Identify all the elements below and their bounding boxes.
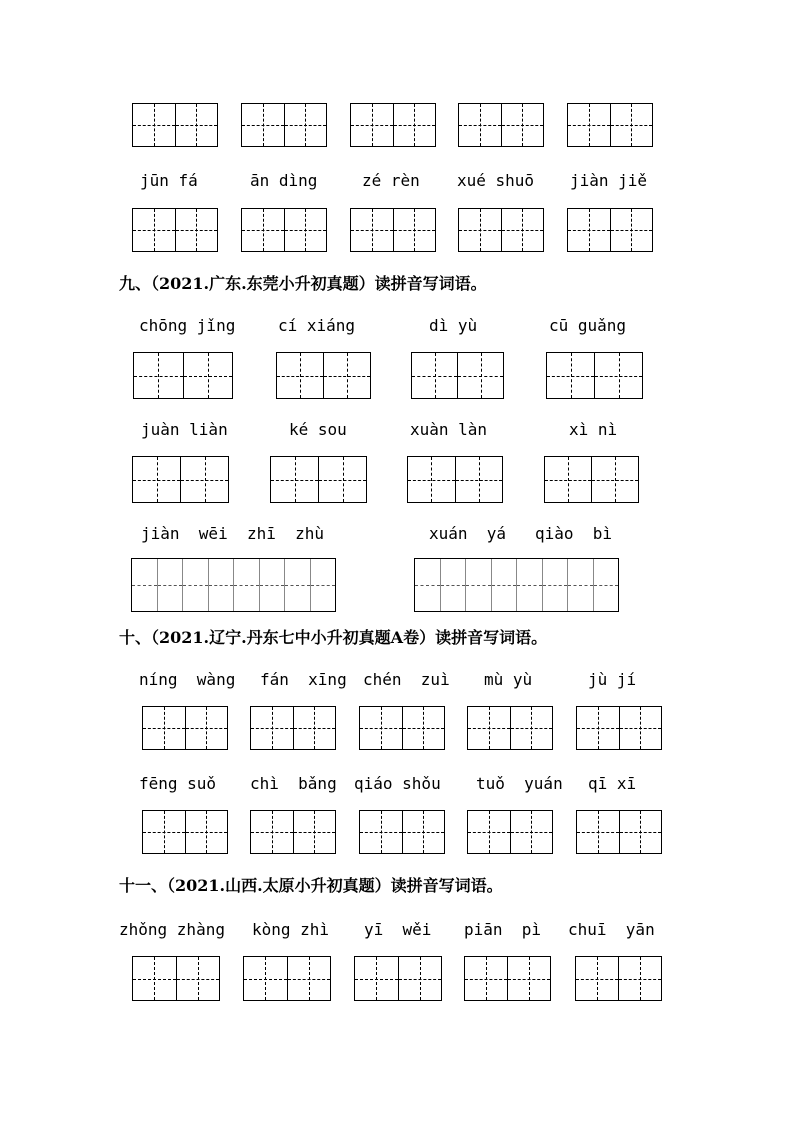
- writing-grid[interactable]: [359, 810, 445, 854]
- writing-grid[interactable]: [243, 956, 331, 1001]
- writing-grid[interactable]: [411, 352, 504, 399]
- writing-grid[interactable]: [350, 103, 436, 147]
- pinyin-label: jūn fá: [140, 171, 198, 190]
- pinyin-label: chén zuì: [363, 670, 450, 689]
- writing-grid[interactable]: [407, 456, 503, 503]
- writing-grid[interactable]: [142, 706, 228, 750]
- writing-grid-idiom[interactable]: [131, 558, 336, 612]
- writing-grid[interactable]: [467, 810, 553, 854]
- pinyin-label: qī xī: [588, 774, 637, 793]
- pinyin-label: jiàn wēi zhī zhù: [141, 524, 325, 543]
- writing-grid[interactable]: [132, 208, 218, 252]
- pinyin-label: xì nì: [569, 420, 618, 439]
- pinyin-label: juàn liàn: [141, 420, 228, 439]
- pinyin-label: xuàn làn: [410, 420, 488, 439]
- pinyin-label: qiáo shǒu: [354, 774, 441, 793]
- writing-grid[interactable]: [576, 706, 662, 750]
- pinyin-label: cū guǎng: [549, 316, 627, 335]
- writing-grid[interactable]: [458, 208, 544, 252]
- writing-grid[interactable]: [576, 810, 662, 854]
- pinyin-label: jù jí: [588, 670, 637, 689]
- pinyin-label: xuán yá qiào bì: [429, 524, 613, 543]
- pinyin-label: zhǒng zhàng: [119, 920, 225, 939]
- pinyin-label: mù yù: [484, 670, 533, 689]
- writing-grid[interactable]: [241, 208, 327, 252]
- pinyin-label: fēng suǒ: [139, 774, 217, 793]
- pinyin-label: chōng jǐng: [139, 316, 236, 335]
- writing-grid[interactable]: [359, 706, 445, 750]
- writing-grid[interactable]: [467, 706, 553, 750]
- pinyin-label: piān pì: [464, 920, 542, 939]
- writing-grid[interactable]: [575, 956, 662, 1001]
- writing-grid[interactable]: [132, 456, 229, 503]
- writing-grid[interactable]: [132, 103, 218, 147]
- pinyin-label: chì bǎng: [250, 774, 337, 793]
- writing-grid-idiom[interactable]: [414, 558, 619, 612]
- pinyin-label: tuǒ yuán: [476, 774, 563, 793]
- writing-grid[interactable]: [458, 103, 544, 147]
- pinyin-label: xué shuō: [457, 171, 535, 190]
- pinyin-label: níng wàng: [139, 670, 236, 689]
- pinyin-label: ké sou: [289, 420, 347, 439]
- pinyin-label: jiàn jiě: [570, 171, 648, 190]
- pinyin-label: dì yù: [429, 316, 478, 335]
- pinyin-label: yī wěi: [364, 920, 432, 939]
- writing-grid[interactable]: [241, 103, 327, 147]
- writing-grid[interactable]: [354, 956, 442, 1001]
- writing-grid[interactable]: [276, 352, 371, 399]
- writing-grid[interactable]: [350, 208, 436, 252]
- writing-grid[interactable]: [142, 810, 228, 854]
- writing-grid[interactable]: [132, 956, 220, 1001]
- writing-grid[interactable]: [250, 810, 336, 854]
- pinyin-label: kòng zhì: [252, 920, 330, 939]
- writing-grid[interactable]: [270, 456, 367, 503]
- writing-grid[interactable]: [464, 956, 551, 1001]
- writing-grid[interactable]: [567, 103, 653, 147]
- writing-grid[interactable]: [250, 706, 336, 750]
- writing-grid[interactable]: [133, 352, 233, 399]
- pinyin-label: ān dìng: [250, 171, 318, 190]
- section-heading: 九、（2021.广东.东莞小升初真题）读拼音写词语。: [119, 274, 487, 293]
- writing-grid[interactable]: [544, 456, 639, 503]
- pinyin-label: fán xīng: [260, 670, 347, 689]
- section-heading: 十、（2021.辽宁.丹东七中小升初真题A卷）读拼音写词语。: [119, 628, 548, 647]
- section-heading: 十一、（2021.山西.太原小升初真题）读拼音写词语。: [119, 876, 503, 895]
- pinyin-label: cí xiáng: [278, 316, 356, 335]
- writing-grid[interactable]: [546, 352, 643, 399]
- pinyin-label: zé rèn: [362, 171, 420, 190]
- writing-grid[interactable]: [567, 208, 653, 252]
- pinyin-label: chuī yān: [568, 920, 655, 939]
